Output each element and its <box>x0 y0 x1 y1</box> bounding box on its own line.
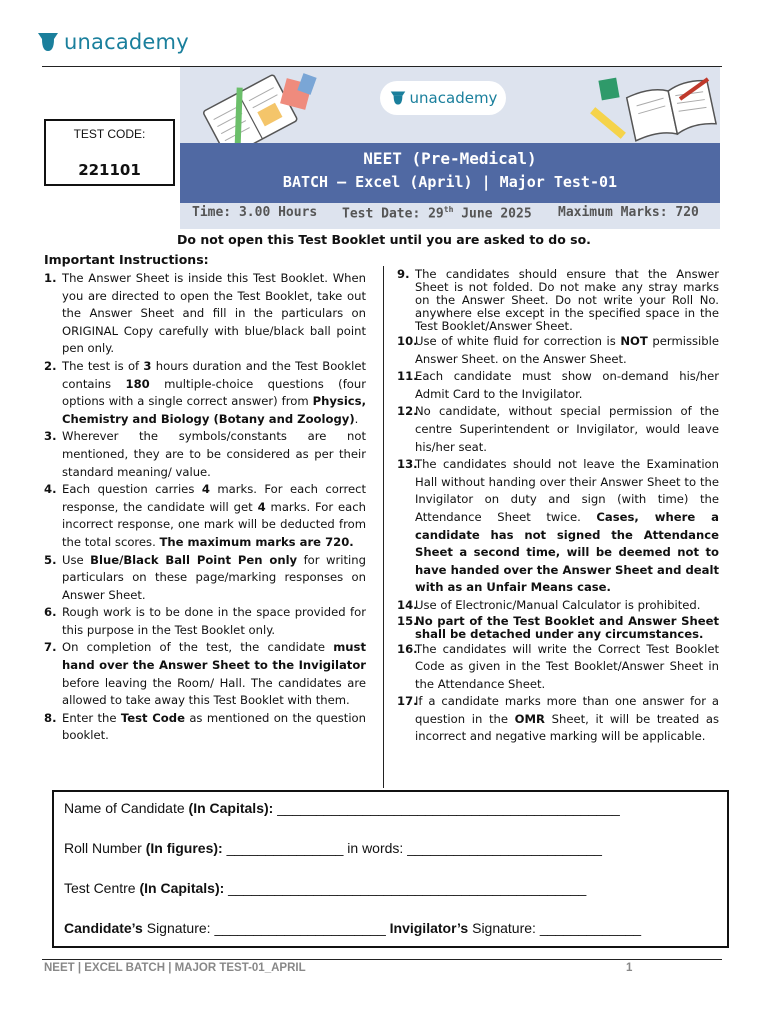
instruction-item: 2. The test is of 3 hours duration and the Test Booklet contains 180 multiple-choice questions (four options with a single correct answer) from Physics, Chemistry and Biology (Botany and Zoology). <box>44 358 366 426</box>
instructions-left-column <box>44 270 366 745</box>
exam-duration: Time: 3.00 Hours <box>192 205 318 220</box>
instruction-item: 17. If a candidate marks more than one answer for a question in the OMR Sheet, it will be treated as incorrect and negative marking will be applicable. <box>397 694 719 744</box>
instruction-number: 12. <box>397 404 418 419</box>
test-code-value: 221101 <box>78 161 141 179</box>
instruction-number: 14. <box>397 597 418 612</box>
instruction-item: 11. Each candidate must show on-demand his/her Admit Card to the Invigilator. <box>397 369 719 401</box>
instruction-number: 1. <box>44 271 57 285</box>
instruction-number: 4. <box>44 482 57 497</box>
exam-title: NEET (Pre-Medical) <box>363 149 537 168</box>
instruction-number: 16. <box>397 641 418 656</box>
instruction-number: 17. <box>397 694 418 709</box>
instructions-heading: Important Instructions: <box>44 252 209 267</box>
unacademy-logo-icon <box>36 31 60 53</box>
instruction-item: 9. The candidates should ensure that the Answer Sheet is not folded. Do not make any stray marks on the Answer Sheet. Do not write your Roll No. anywhere else except in the specified space in the Test Booklet/Answer Sheet. <box>397 267 719 333</box>
instruction-number: 11. <box>397 369 418 384</box>
page-number: 1 <box>626 962 633 974</box>
instruction-item: 4. Each question carries 4 marks. For each correct response, the candidate will get 4 marks. For each incorrect response, one mark will be deducted from the total scores. The maximum marks are 720. <box>44 482 367 549</box>
instruction-number: 15. <box>397 613 418 628</box>
instructions-right-column <box>397 268 719 746</box>
test-code-label: TEST CODE: <box>73 127 146 141</box>
instruction-number: 2. <box>44 358 57 373</box>
test-code-box <box>44 119 175 186</box>
instruction-item: 6. Rough work is to be done in the space provided for this purpose in the Test Booklet only. <box>44 605 366 637</box>
instruction-item: 10. Use of white fluid for correction is NOT permissible Answer Sheet. on the Answer Sheet. <box>397 334 719 366</box>
instruction-number: 6. <box>44 605 57 620</box>
instruction-item: 8. Enter the Test Code as mentioned on the question booklet. <box>44 710 366 743</box>
instruction-item: 1. The Answer Sheet is inside this Test Booklet. When you are directed to open the Test Booklet, take out the Answer Sheet and fill in the particulars on ORIGINAL Copy carefully with blue/black ball point pen only. <box>44 271 366 356</box>
instruction-number: 7. <box>44 640 57 655</box>
exam-date: Test Date: 29th June 2025 <box>342 205 532 222</box>
instruction-item: 16. The candidates will write the Correct Test Booklet Code as given in the Test Booklet/Answer Sheet in the Attendance Sheet. <box>397 641 719 691</box>
booklet-warning: Do not open this Test Booklet until you are asked to do so. <box>177 232 591 247</box>
candidate-name-field[interactable]: Name of Candidate (In Capitals): ____________________________________________ <box>64 800 620 816</box>
candidate-details-form <box>52 790 729 948</box>
signature-fields[interactable]: Candidate’s Signature: ______________________ Invigilator’s Signature: _____________ <box>64 920 642 936</box>
instruction-item: 15. No part of the Test Booklet and Answer Sheet shall be detached under any circumstances. <box>397 613 719 641</box>
banner-logo-text: unacademy <box>409 89 498 107</box>
maximum-marks: Maximum Marks: 720 <box>558 205 699 220</box>
instruction-number: 3. <box>44 429 57 444</box>
unacademy-logo-icon <box>389 90 407 106</box>
instruction-number: 10. <box>397 334 418 348</box>
instruction-number: 9. <box>397 267 410 281</box>
column-divider <box>383 266 384 788</box>
instruction-number: 13. <box>397 457 418 472</box>
test-banner <box>180 67 720 229</box>
batch-title: BATCH – Excel (April) | Major Test-01 <box>282 173 618 191</box>
instruction-number: 5. <box>44 552 57 567</box>
test-centre-field[interactable]: Test Centre (In Capitals): ______________________________________________ <box>64 880 587 896</box>
instruction-item: 14. Use of Electronic/Manual Calculator is prohibited. <box>397 597 719 615</box>
logo-text: unacademy <box>64 30 189 54</box>
instruction-item: 5. Use Blue/Black Ball Point Pen only for writing particulars on these page/marking responses on Answer Sheet. <box>44 552 366 602</box>
instruction-item: 7. On completion of the test, the candidate must hand over the Answer Sheet to the Invigilator before leaving the Room/ Hall. The candidates are allowed to take away this Test Booklet with them. <box>44 640 366 708</box>
unacademy-logo <box>36 28 189 56</box>
instruction-item: 12. No candidate, without special permission of the centre Superintendent or Invigilator, would leave his/her seat. <box>397 404 719 454</box>
roll-number-field[interactable]: Roll Number (In figures): _______________ in words: _________________________ <box>64 840 602 856</box>
instruction-item: 13. The candidates should not leave the Examination Hall without handing over their Answer Sheet to the Invigilator on duty and sign (with time) the Attendance Sheet twice. Cases, where a candidate has not signed the Attendance Sheet a second time, will be deemed not to have handed over the Answer Sheet and dealt with as an Unfair Means case. <box>397 457 719 595</box>
footer-rule <box>42 959 722 960</box>
instruction-item: 3. Wherever the symbols/constants are not mentioned, they are to be considered as per their standard meaning/ value. <box>44 429 366 479</box>
banner-logo-pill <box>380 81 506 115</box>
footer-text: NEET | EXCEL BATCH | MAJOR TEST-01_APRIL <box>44 962 306 974</box>
instruction-number: 8. <box>44 710 57 725</box>
open-book-illustration-icon <box>580 69 720 151</box>
notebook-illustration-icon <box>188 71 328 151</box>
